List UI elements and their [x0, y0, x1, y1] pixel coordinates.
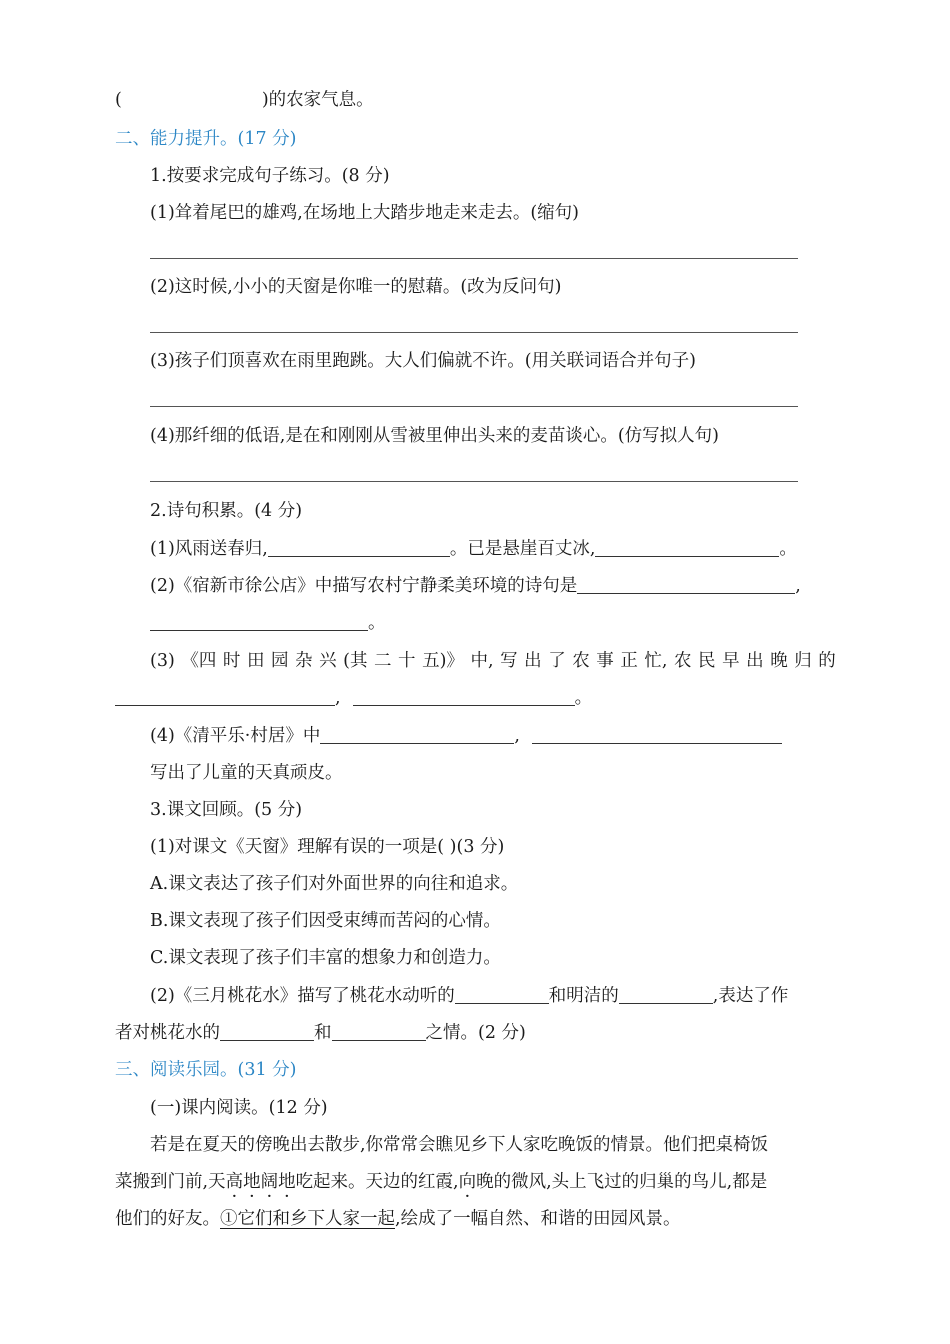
question-2-3-cont: , 。 [115, 686, 592, 710]
q23-segment: 的 [818, 651, 836, 671]
q23-segment: 晚 [770, 651, 788, 671]
question-2-1: (1)风雨送春归, 。已是悬崖百丈冰, 。 [150, 539, 797, 559]
section-2-heading: 二、能力提升。(17 分) [115, 129, 297, 149]
question-2-3 [150, 649, 836, 673]
option-a[interactable]: A.课文表达了孩子们对外面世界的向往和追求。 [150, 874, 519, 894]
q23-segment: 二 [374, 651, 392, 671]
fill-blank[interactable] [332, 1022, 426, 1041]
dotted-char: 阔 [260, 1172, 279, 1192]
q23-segment: 民 [698, 651, 716, 671]
question-1-title: 1.按要求完成句子练习。(8 分) [150, 166, 390, 186]
q23-segment: 出 [524, 651, 542, 671]
answer-line[interactable] [150, 332, 798, 333]
fill-blank[interactable] [268, 538, 450, 557]
fill-blank[interactable] [577, 575, 795, 594]
question-2-2: (2)《宿新市徐公店》中描写农村宁静柔美环境的诗句是 , [150, 576, 801, 596]
answer-line[interactable] [150, 481, 798, 482]
q23-segment: 事 [596, 651, 614, 671]
q23-segment: (其 [343, 651, 368, 671]
passage-line-3: 他们的好友。①它们和乡下人家一起,绘成了一幅自然、和谐的田园风景。 [115, 1209, 681, 1229]
q23-segment: 《四 [181, 651, 217, 671]
question-1-1: (1)耸着尾巴的雄鸡,在场地上大踏步地走来走去。(缩句) [150, 203, 580, 223]
question-2-4-cont: 写出了儿童的天真顽皮。 [150, 763, 343, 783]
q23-segment: 早 [722, 651, 740, 671]
question-1-3: (3)孩子们顶喜欢在雨里跑跳。大人们偏就不许。(用关联词语合并句子) [150, 351, 696, 371]
question-3-2: (2)《三月桃花水》描写了桃花水动听的 和明洁的 ,表达了作 [150, 986, 789, 1006]
q23-segment: 农 [572, 651, 590, 671]
fill-blank[interactable] [150, 612, 368, 631]
q23-segment: (3) [150, 651, 175, 671]
q23-segment: 出 [746, 651, 764, 671]
passage-line-2: 菜搬到门前,天高地阔地吃起来。天边的红霞,向晚的微风,头上飞过的归巢的鸟儿,都是 [115, 1172, 768, 1192]
q23-segment: 忙, [644, 651, 668, 671]
reading-1-title: (一)课内阅读。(12 分) [150, 1098, 328, 1118]
q23-segment: 中, [470, 651, 494, 671]
option-c[interactable]: C.课文表现了孩子们丰富的想象力和创造力。 [150, 948, 501, 968]
answer-line[interactable] [150, 258, 798, 259]
fill-blank[interactable] [532, 725, 782, 744]
dotted-char: 地 [243, 1172, 261, 1192]
underlined-sentence: ①它们和乡下人家一起 [220, 1209, 395, 1229]
dotted-char: 高 [225, 1172, 244, 1192]
fill-blank[interactable] [595, 538, 779, 557]
question-2-4: (4)《清平乐·村居》中 , [150, 724, 782, 748]
fill-blank[interactable] [455, 985, 549, 1004]
q23-segment: 正 [620, 651, 638, 671]
option-b[interactable]: B.课文表现了孩子们因受束缚而苦闷的心情。 [150, 911, 501, 931]
question-1-4: (4)那纤细的低语,是在和刚刚从雪被里伸出头来的麦苗谈心。(仿写拟人句) [150, 426, 720, 446]
dotted-char: 地 [278, 1172, 296, 1192]
q23-segment: 时 [222, 651, 241, 671]
q23-segment: 归 [794, 651, 812, 671]
fill-blank[interactable] [220, 1022, 314, 1041]
question-2-title: 2.诗句积累。(4 分) [150, 501, 303, 521]
continued-line: ( )的农家气息。 [115, 90, 374, 110]
question-3-title: 3.课文回顾。(5 分) [150, 800, 303, 820]
fill-blank[interactable] [619, 985, 713, 1004]
passage-line-1: 若是在夏天的傍晚出去散步,你常常会瞧见乡下人家吃晚饭的情景。他们把桌椅饭 [150, 1135, 769, 1155]
q23-segment: 田 [246, 651, 265, 671]
fill-blank[interactable] [320, 725, 514, 744]
section-3-heading: 三、阅读乐园。(31 分) [115, 1060, 297, 1080]
q23-segment: 兴 [319, 651, 337, 671]
q23-segment: 园 [270, 651, 289, 671]
fill-blank[interactable] [353, 687, 575, 706]
q23-segment: 写 [500, 651, 518, 671]
question-3-2-cont: 者对桃花水的 和 之情。(2 分) [115, 1023, 526, 1043]
q23-segment: 杂 [295, 651, 313, 671]
fill-blank[interactable] [115, 687, 335, 706]
q23-segment: 十 [398, 651, 416, 671]
question-2-2-cont: 。 [150, 611, 386, 635]
question-3-1: (1)对课文《天窗》理解有误的一项是( )(3 分) [150, 837, 505, 857]
q23-segment: 了 [548, 651, 566, 671]
answer-line[interactable] [150, 406, 798, 407]
q23-segment: 五)》 [422, 651, 464, 671]
q23-segment: 农 [674, 651, 692, 671]
question-1-2: (2)这时候,小小的天窗是你唯一的慰藉。(改为反问句) [150, 277, 562, 297]
dotted-char: 向 [458, 1172, 477, 1192]
